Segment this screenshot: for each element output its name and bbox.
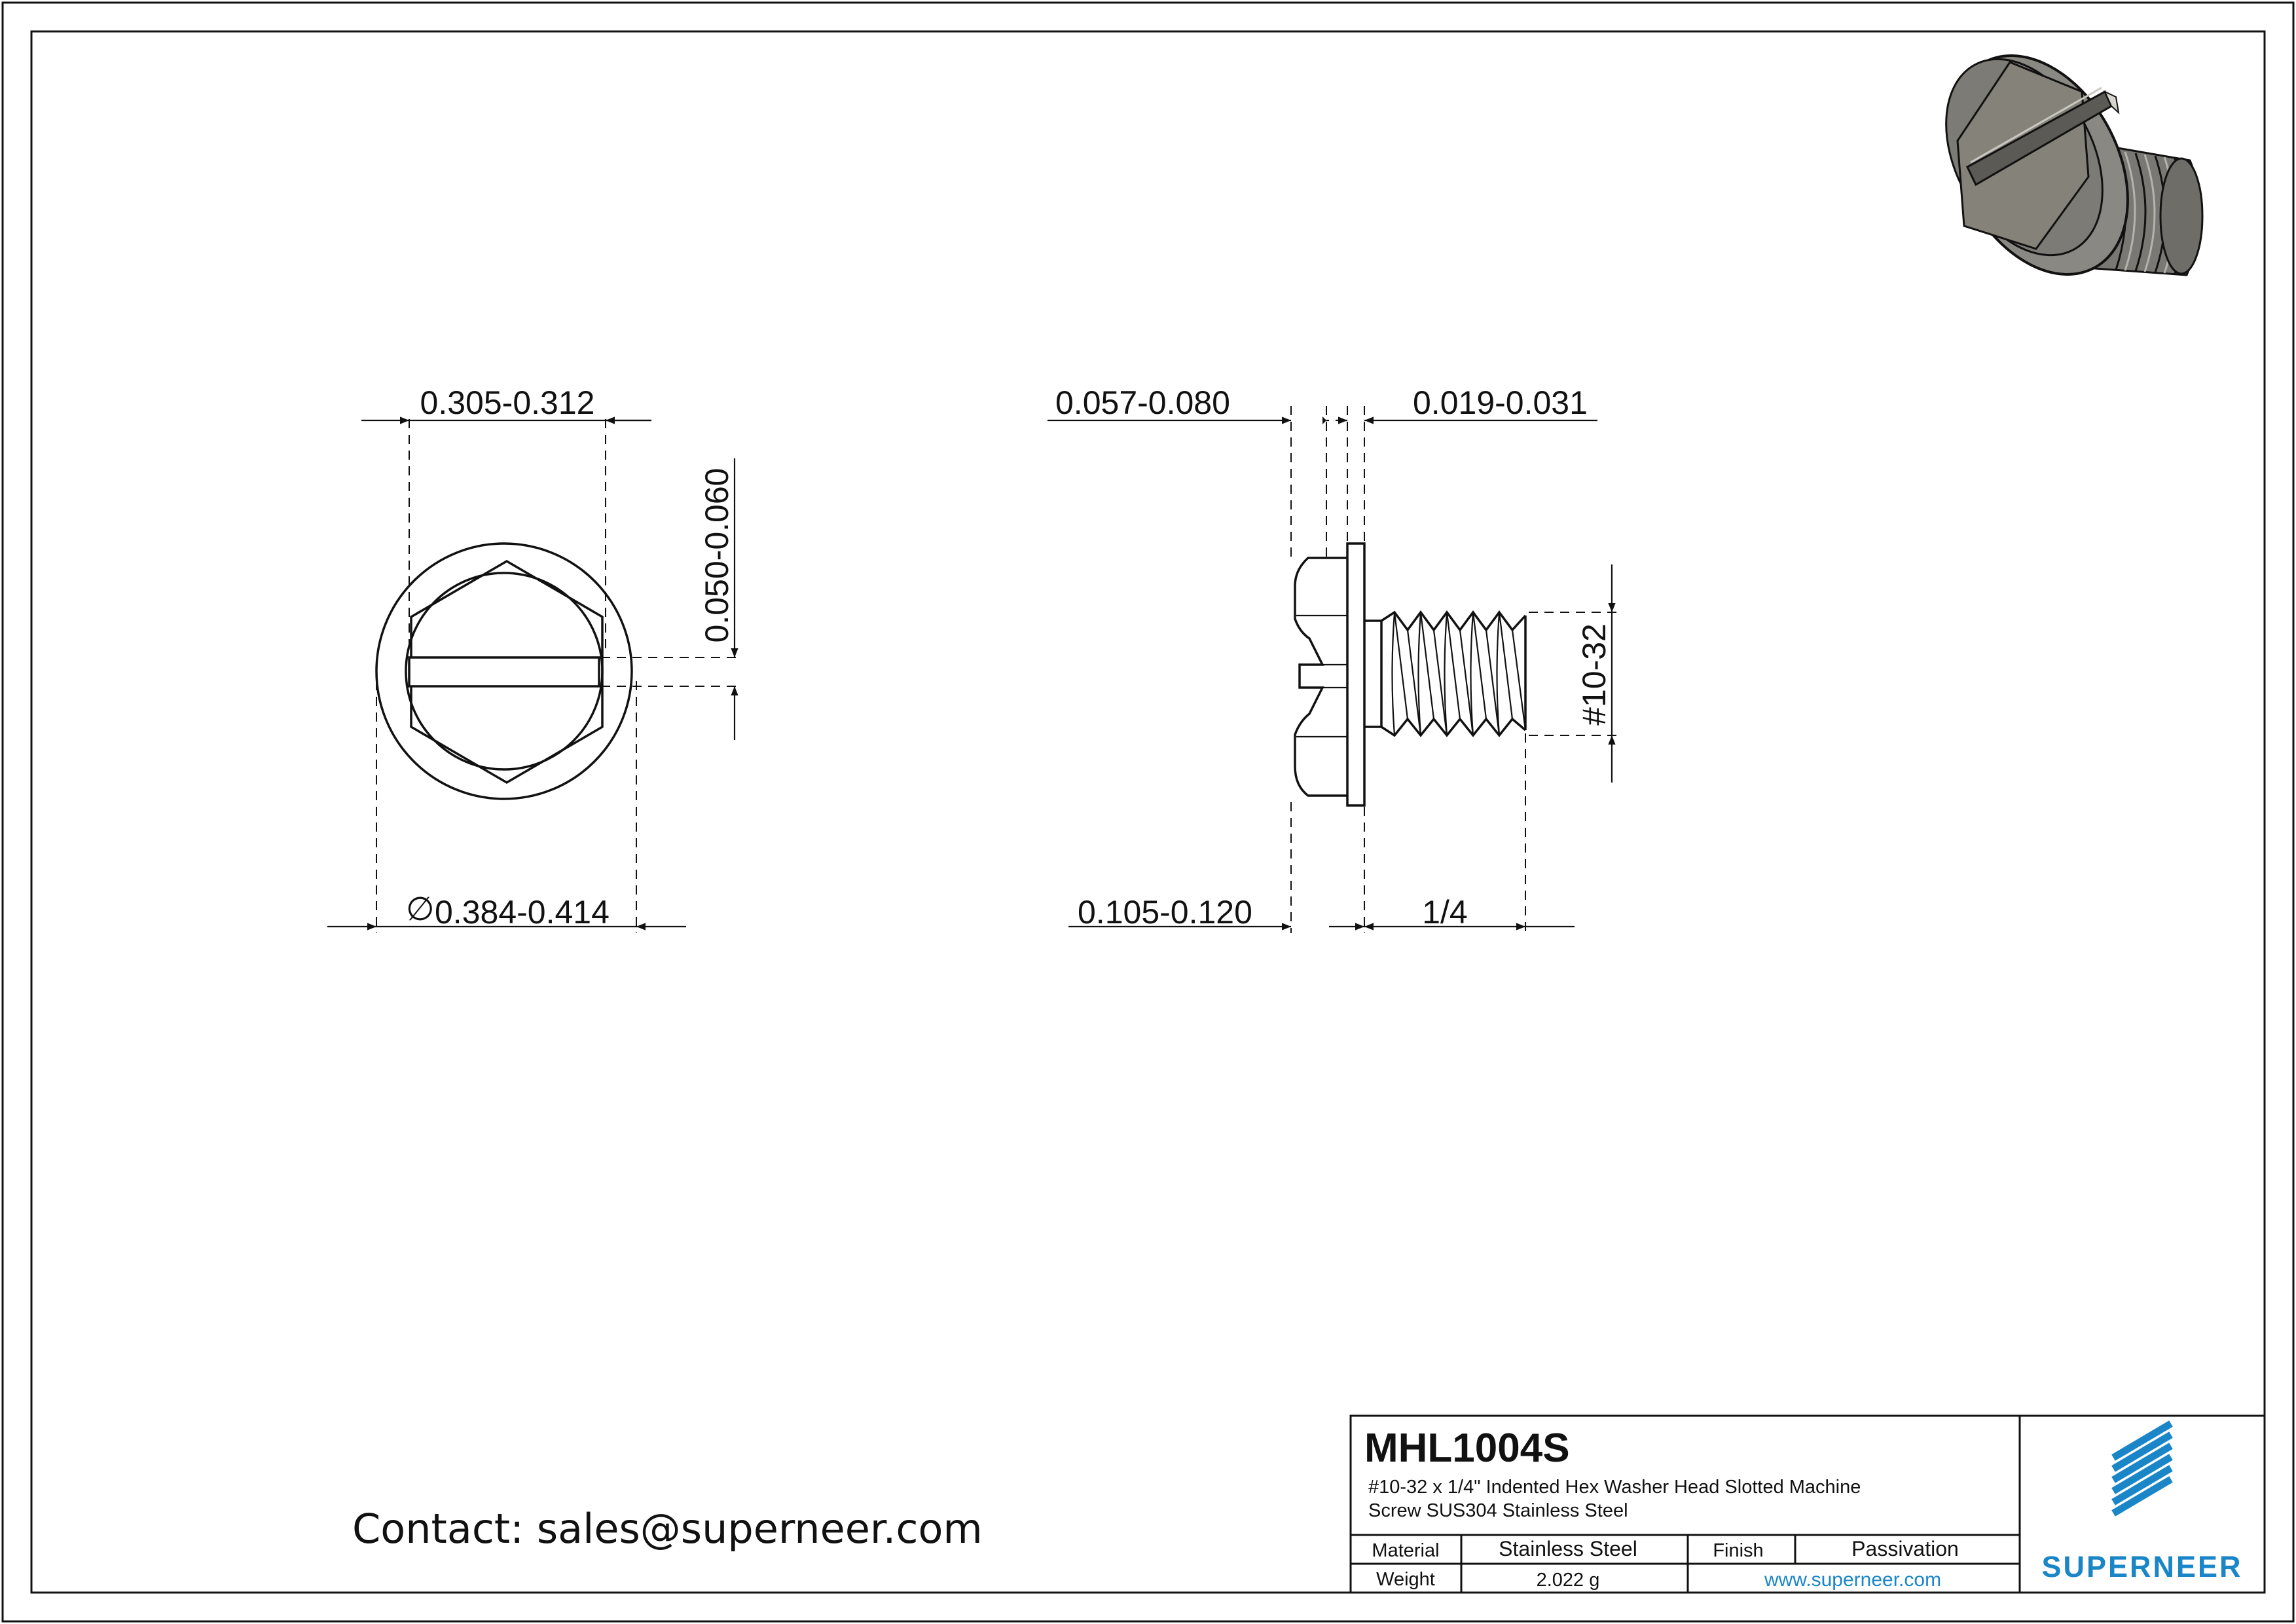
weight-label: Weight — [1376, 1569, 1435, 1590]
diameter-symbol: ∅ — [406, 891, 435, 927]
length-label: 1/4 — [1422, 894, 1468, 931]
weight-value: 2.022 g — [1536, 1570, 1600, 1591]
website-link[interactable]: www.superneer.com — [1764, 1569, 1942, 1591]
finish-value: Passivation — [1851, 1537, 1959, 1560]
finish-label: Finish — [1713, 1540, 1764, 1561]
contact-email[interactable]: Contact: sales@superneer.com — [352, 1505, 983, 1553]
slot — [409, 657, 599, 686]
hex-height-label: 0.057-0.080 — [1055, 384, 1230, 421]
material-label: Material — [1372, 1540, 1440, 1561]
side-view — [1048, 384, 1617, 933]
slot-width-label: 0.305-0.312 — [420, 384, 595, 421]
inner-border — [31, 31, 2265, 1593]
description-line1: #10-32 x 1/4" Indented Hex Washer Head Slotted Machine — [1368, 1477, 1861, 1498]
brand-name: SUPERNEER — [2041, 1550, 2243, 1583]
description-line2: Screw SUS304 Stainless Steel — [1368, 1500, 1628, 1521]
washer-diameter-label: 0.384-0.414 — [435, 894, 610, 931]
screw-3d-icon — [1914, 25, 2202, 304]
slot-depth-label: 0.050-0.060 — [699, 468, 735, 643]
material-value: Stainless Steel — [1499, 1537, 1637, 1560]
outer-border — [3, 3, 2293, 1621]
thread-label: #10-32 — [1576, 623, 1613, 726]
washer-flange — [1347, 544, 1364, 805]
part-number: MHL1004S — [1364, 1426, 1570, 1471]
hex-head-profile — [1295, 558, 1349, 796]
washer-thickness-label: 0.019-0.031 — [1413, 384, 1588, 421]
title-block — [1351, 1416, 2265, 1593]
front-view — [327, 384, 740, 933]
thread-body — [1364, 612, 1525, 735]
head-height-label: 0.105-0.120 — [1078, 894, 1252, 931]
